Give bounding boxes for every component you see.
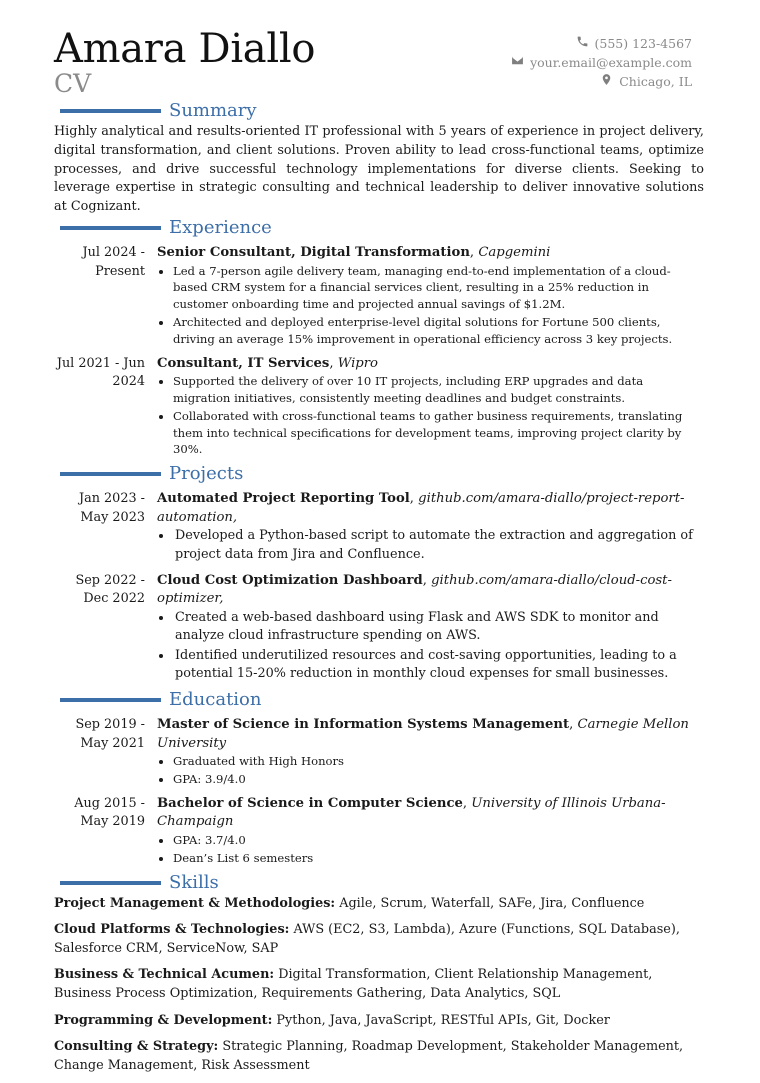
entry-title: Consultant, IT Services	[157, 355, 330, 371]
map-pin-icon	[600, 72, 613, 91]
skill-value: AWS (EC2, S3, Lambda), Azure (Functions, SQL Database), Salesforce CRM, ServiceNow, SAP	[54, 922, 680, 956]
project-entry: Sep 2022 - Dec 2022 Cloud Cost Optimization Dashboard, github.com/amara-diallo/cloud-cost-optimizer, • Created a web-based dashboard using Flask and AWS SDK to monitor and analyze cloud infrastructure spending on AWS. • Identified underutilized resources and cost-saving opportunities, leading to a potential 15-20% reduction in monthly cloud expenses for small businesses.	[54, 572, 704, 686]
contact-info	[511, 34, 692, 91]
section-heading-projects	[54, 465, 704, 486]
project-link[interactable]: github.com/amara-diallo/cloud-cost-optimizer,	[157, 572, 672, 607]
entry-organization: University of Illinois Urbana-Champaign	[157, 795, 666, 830]
section-title: Projects	[169, 463, 244, 485]
entry-bullet: • Collaborated with cross-functional teams to gather business requirements, translating them into technical specifications for development teams, improving project clarity by 30%.	[173, 408, 704, 458]
section-rule	[60, 472, 161, 476]
project-link[interactable]: github.com/amara-diallo/project-report-automation,	[157, 491, 685, 525]
cv-page	[54, 28, 704, 1083]
entry-bullet: • Supported the delivery of over 10 IT projects, including ERP upgrades and data migration initiatives, consistently meeting deadlines and budget constraints.	[173, 373, 704, 407]
section-rule	[60, 226, 161, 230]
location-text: Chicago, IL	[619, 74, 692, 89]
skill-label: Cloud Platforms & Technologies:	[54, 922, 290, 938]
entry-bullet: • Dean’s List 6 semesters	[173, 850, 704, 867]
education-entry: Aug 2015 - May 2019 Bachelor of Science in Computer Science, University of Illinois Urbana-Champaign • GPA: 3.7/4.0 • Dean’s List 6 semesters	[54, 795, 704, 868]
entry-bullet: • Led a 7-person agile delivery team, managing end-to-end implementation of a cloud-based CRM system for a financial services client, resulting in a 25% reduction in customer onboarding time and projected annual savings of $1.2M.	[173, 263, 704, 313]
entry-bullet: • Created a web-based dashboard using Flask and AWS SDK to monitor and analyze cloud infrastructure spending on AWS.	[173, 609, 704, 646]
entry-bullet: • Developed a Python-based script to automate the extraction and aggregation of project data from Jira and Confluence.	[173, 527, 704, 564]
entry-title: Automated Project Reporting Tool	[157, 491, 410, 507]
contact-email	[511, 53, 692, 72]
entry-organization: Carnegie Mellon University	[157, 717, 689, 751]
entry-organization: Wipro	[337, 355, 378, 371]
skill-row	[54, 1038, 704, 1075]
skill-value: Python, Java, JavaScript, RESTful APIs, Git, Docker	[276, 1012, 610, 1028]
contact-phone	[511, 34, 692, 53]
skill-label: Programming & Development:	[54, 1012, 273, 1028]
entry-bullet: • GPA: 3.7/4.0	[173, 832, 704, 849]
section-rule	[60, 881, 161, 885]
education-entry: Sep 2019 - May 2021 Master of Science in Information Systems Management, Carnegie Mellon University • Graduated with High Honors • GPA: 3.9/4.0	[54, 716, 704, 789]
entry-bullet: • GPA: 3.9/4.0	[173, 771, 704, 788]
skill-value: Agile, Scrum, Waterfall, SAFe, Jira, Confluence	[339, 895, 645, 911]
section-heading-skills	[54, 871, 704, 895]
section-title: Education	[169, 689, 262, 711]
summary-text: Highly analytical and results-oriented IT professional with 5 years of experience in project delivery, digital transformation, and client solutions. Proven ability to lead cross-functional teams, optimize processes, and drive successful technology implementations for diverse clients. Seeking to leverage expertise in strategic consulting and technical leadership to deliver innovative solutions at Cognizant.	[54, 124, 704, 215]
envelope-icon	[511, 53, 524, 72]
entry-bullet: • Graduated with High Honors	[173, 753, 704, 770]
entry-date: Sep 2022 - Dec 2022	[75, 572, 145, 607]
section-rule	[60, 698, 161, 702]
entry-title: Senior Consultant, Digital Transformation	[157, 244, 470, 260]
entry-date: Jul 2024 - Present	[82, 244, 145, 279]
entry-bullet: • Architected and deployed enterprise-level digital solutions for Fortune 500 clients, driving an average 15% improvement in operational efficiency across 3 key projects.	[173, 314, 704, 348]
skill-value: Strategic Planning, Roadmap Development, Stakeholder Management, Change Management, Risk Assessment	[54, 1039, 684, 1073]
project-entry: Jan 2023 - May 2023 Automated Project Reporting Tool, github.com/amara-diallo/project-report-automation, • Developed a Python-based script to automate the extraction and aggregation of project data from Jira and Confluence.	[54, 490, 704, 565]
header	[54, 28, 704, 100]
section-title: Skills	[169, 871, 219, 893]
entry-date: Jul 2021 - Jun 2024	[56, 355, 145, 390]
skill-label: Project Management & Methodologies:	[54, 895, 336, 911]
entry-bullet: • Identified underutilized resources and cost-saving opportunities, leading to a potential 15-20% reduction in monthly cloud expenses for small businesses.	[173, 647, 704, 684]
experience-entry: Jul 2021 - Jun 2024 Consultant, IT Services, Wipro • Supported the delivery of over 10 IT projects, including ERP upgrades and data migration initiatives, consistently meeting deadlines and budget constraints. • Collaborated with cross-functional teams to gather business requirements, translating them into technical specifications for development teams, improving project clarity by 30%.	[54, 355, 704, 460]
entry-date: Aug 2015 - May 2019	[74, 795, 145, 830]
entry-title: Master of Science in Information Systems Management	[157, 717, 570, 733]
section-rule	[60, 109, 161, 113]
email-address[interactable]: your.email@example.com	[530, 55, 692, 70]
experience-entry: Jul 2024 - Present Senior Consultant, Digital Transformation, Capgemini • Led a 7-person agile delivery team, managing end-to-end implementation of a cloud-based CRM system for a financial services client, resulting in a 25% reduction in customer onboarding time and projected annual savings of $1.2M. • Architected and deployed enterprise-level digital solutions for Fortune 500 clients, driving an average 15% improvement in operational efficiency across 3 key projects.	[54, 244, 704, 349]
skill-row	[54, 921, 704, 958]
skill-row	[54, 966, 704, 1003]
entry-date: Sep 2019 - May 2021	[75, 717, 145, 751]
entry-title: Cloud Cost Optimization Dashboard	[157, 572, 423, 588]
skill-row	[54, 1012, 704, 1031]
skill-label: Consulting & Strategy:	[54, 1039, 219, 1055]
entry-date: Jan 2023 - May 2023	[78, 491, 145, 525]
section-heading-summary	[54, 102, 704, 123]
section-title: Summary	[169, 100, 257, 121]
skill-label: Business & Technical Acumen:	[54, 967, 275, 983]
contact-location	[511, 72, 692, 91]
phone-number[interactable]: (555) 123-4567	[594, 36, 692, 51]
candidate-name: Amara Diallo	[54, 26, 316, 72]
skill-row	[54, 895, 704, 914]
section-heading-education	[54, 691, 704, 712]
section-heading-experience	[54, 216, 704, 240]
section-title: Experience	[169, 216, 272, 238]
document-subtitle: CV	[54, 69, 92, 98]
phone-icon	[576, 34, 589, 53]
entry-title: Bachelor of Science in Computer Science	[157, 795, 463, 811]
entry-organization: Capgemini	[478, 244, 551, 260]
skill-value: Digital Transformation, Client Relationship Management, Business Process Optimization, Requirements Gathering, Data Analytics, SQL	[54, 967, 653, 1002]
